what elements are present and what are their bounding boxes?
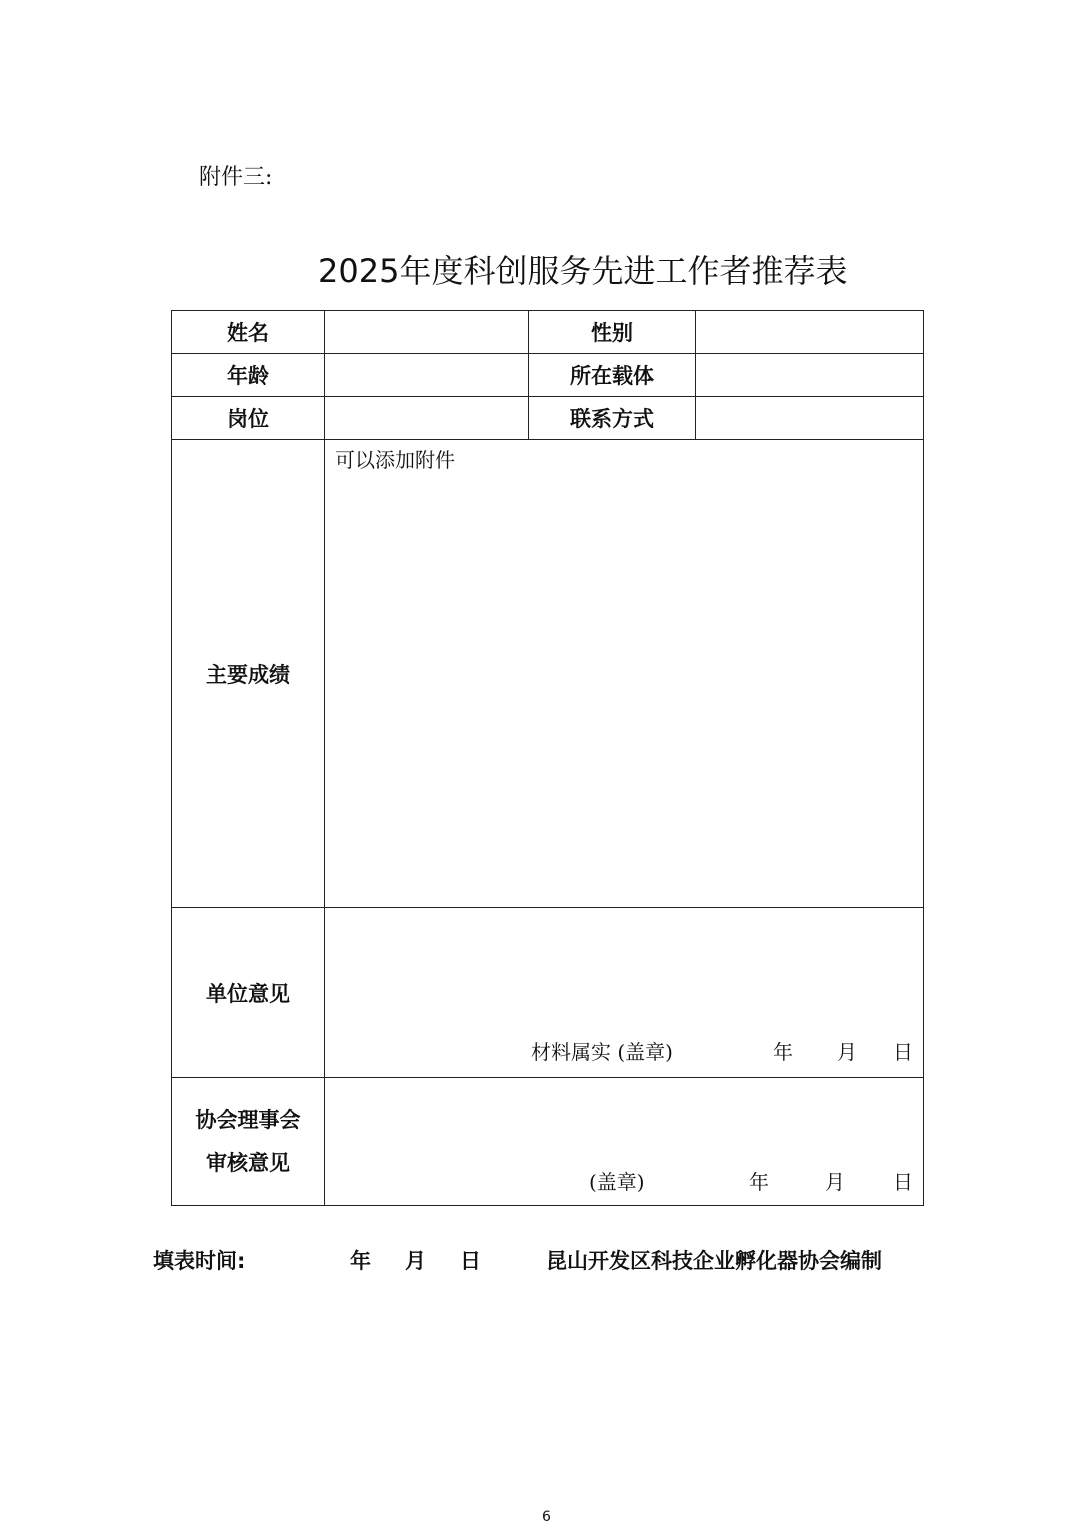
- age-label: 年龄: [172, 354, 325, 397]
- carrier-field[interactable]: [696, 354, 924, 397]
- name-label: 姓名: [172, 311, 325, 354]
- attachment-label: 附件三:: [199, 165, 273, 190]
- footer-day: 日: [460, 1249, 481, 1273]
- form-row-position: [172, 397, 924, 440]
- assoc-stamp-text: (盖章): [589, 1170, 645, 1194]
- form-row-unit-opinion: [172, 908, 924, 1078]
- fill-time-label: 填表时间:: [153, 1249, 246, 1273]
- assoc-day: 日: [893, 1170, 913, 1194]
- age-field[interactable]: [325, 354, 529, 397]
- assoc-month: 月: [825, 1170, 845, 1194]
- compiler-text: 昆山开发区科技企业孵化器协会编制: [546, 1249, 882, 1273]
- position-field[interactable]: [325, 397, 529, 440]
- footer-month: 月: [405, 1249, 426, 1273]
- form-row-association: [172, 1078, 924, 1206]
- carrier-label: 所在载体: [529, 354, 696, 397]
- recommendation-form: [171, 310, 924, 1206]
- unit-month: 月: [837, 1040, 857, 1064]
- unit-year: 年: [773, 1040, 793, 1064]
- achievements-label: 主要成绩: [172, 440, 325, 908]
- gender-field[interactable]: [696, 311, 924, 354]
- unit-opinion-field[interactable]: [325, 908, 924, 1078]
- unit-stamp-text: 材料属实 (盖章): [531, 1040, 673, 1064]
- document-title: 2025年度科创服务先进工作者推荐表: [318, 252, 848, 290]
- form-row-achievements: [172, 440, 924, 908]
- contact-field[interactable]: [696, 397, 924, 440]
- contact-label: 联系方式: [529, 397, 696, 440]
- footer-year: 年: [350, 1249, 371, 1273]
- association-label-line2: 审核意见: [206, 1150, 290, 1175]
- achievements-field[interactable]: [325, 440, 924, 908]
- position-label: 岗位: [172, 397, 325, 440]
- gender-label: 性别: [529, 311, 696, 354]
- association-label-line1: 协会理事会: [195, 1107, 301, 1132]
- association-opinion-field[interactable]: [325, 1078, 924, 1206]
- form-row-age: [172, 354, 924, 397]
- name-field[interactable]: [325, 311, 529, 354]
- page-number: 6: [542, 1509, 551, 1525]
- unit-day: 日: [893, 1040, 913, 1064]
- assoc-year: 年: [749, 1170, 769, 1194]
- unit-opinion-label: 单位意见: [172, 908, 325, 1078]
- association-label: [172, 1078, 325, 1206]
- form-row-name: [172, 311, 924, 354]
- achievements-hint: 可以添加附件: [335, 448, 455, 472]
